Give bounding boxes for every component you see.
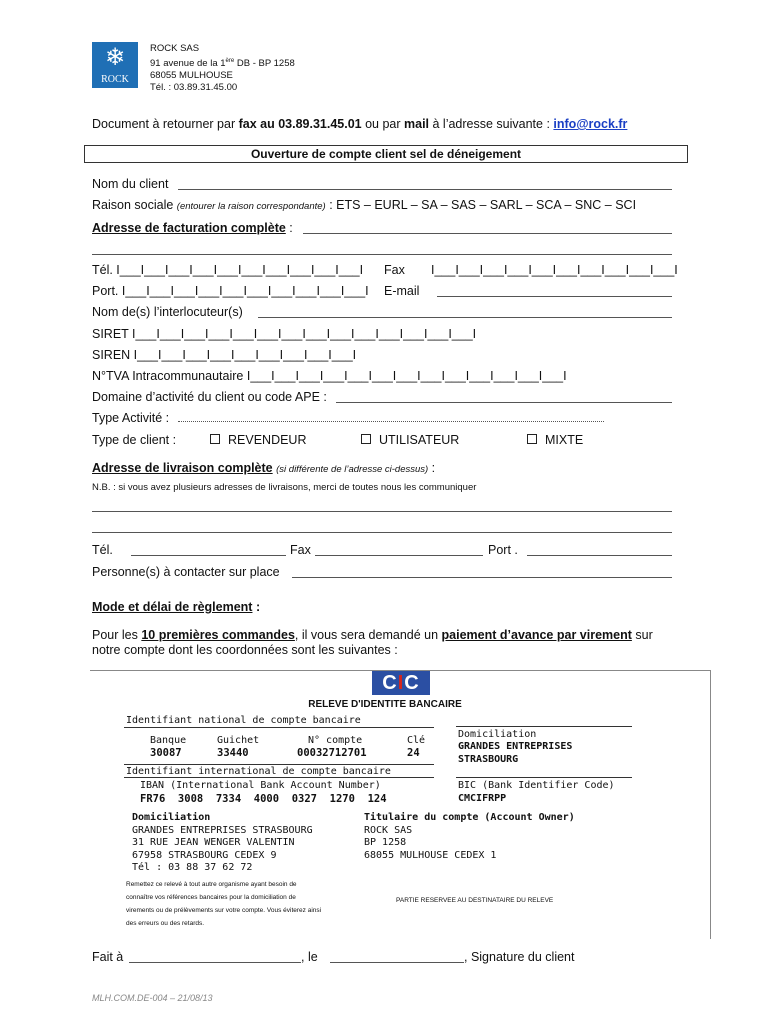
branch-code: 33440	[217, 747, 249, 759]
onsite-contact-label: Personne(s) à contacter sur place	[92, 565, 280, 579]
delivery-fax-field[interactable]	[315, 555, 483, 556]
email-link[interactable]: info@rock.fr	[553, 117, 628, 131]
document-code: MLH.COM.DE-004 – 21/08/13	[92, 993, 213, 1003]
company-logo	[92, 42, 138, 88]
account-key: 24	[407, 747, 420, 759]
tel-field[interactable]: Tél. I___I___I___I___I___I___I___I___I___I___I	[92, 263, 364, 277]
account-number-header: N° compte	[308, 735, 363, 746]
interlocutor-field[interactable]	[258, 317, 672, 318]
iban-value: FR76 3008 7334 4000 0327 1270 124	[140, 793, 387, 805]
iban-label: IBAN (International Bank Account Number)	[140, 780, 381, 791]
key-header: Clé	[407, 735, 426, 746]
payment-terms-text-2: notre compte dont les coordonnées sont les suivantes :	[92, 643, 398, 657]
checkbox-mixte[interactable]: MIXTE	[527, 433, 583, 447]
delivery-tel-label: Tél.	[92, 543, 113, 557]
activity-type-field[interactable]	[178, 421, 604, 422]
place-label: Fait à	[92, 950, 124, 964]
logo-text: ROCK	[101, 74, 129, 85]
client-name-field[interactable]	[178, 189, 672, 190]
domiciliation-label: Domiciliation	[458, 729, 537, 740]
company-address-block	[150, 43, 295, 94]
divider	[124, 727, 434, 728]
payment-terms-title: Mode et délai de règlement :	[92, 600, 261, 614]
delivery-address-label: Adresse de livraison complète (si différente de l’adresse ci-dessus) :	[92, 461, 436, 475]
bank-code: 30087	[150, 747, 182, 759]
divider	[456, 777, 632, 778]
siret-field[interactable]: SIRET I___I___I___I___I___I___I___I___I___I___I___I___I___I___I	[92, 327, 477, 341]
checkbox-revendeur[interactable]: REVENDEUR	[210, 433, 307, 447]
ape-label: Domaine d’activité du client ou code APE :	[92, 390, 327, 404]
company-name: ROCK SAS	[150, 43, 200, 54]
port-field[interactable]: Port. I___I___I___I___I___I___I___I___I___I___I	[92, 284, 369, 298]
international-id-label: Identifiant international de compte bancaire	[126, 766, 391, 777]
divider	[456, 726, 632, 727]
divider	[124, 764, 434, 765]
account-owner-block: Titulaire du compte (Account Owner) ROCK SAS BP 1258 68055 MULHOUSE CEDEX 1	[364, 812, 575, 861]
date-field[interactable]	[330, 962, 464, 963]
company-street: 91 avenue de la 1ère DB - BP 1258	[150, 58, 295, 70]
fax-label: Fax	[384, 263, 405, 277]
rib-notice: Remettez ce relevé à tout autre organisme ayant besoin de connaître vos références bancaires pour la domiciliation de virements ou de prélèvements sur votre compte. Vous éviterez ainsi des erreurs ou des retards.	[126, 881, 322, 927]
bank-code-header: Banque	[150, 735, 187, 746]
bank-logo: CIC	[372, 671, 430, 695]
delivery-note: N.B. : si vous avez plusieurs adresses de livraisons, merci de toutes nous les communiquer	[92, 482, 477, 493]
raison-sociale-row: Raison sociale (entourer la raison correspondante) : ETS – EURL – SA – SAS – SARL – SCA – SNC – SCI	[92, 198, 637, 212]
national-id-label: Identifiant national de compte bancaire	[126, 715, 361, 726]
billing-address-field-1[interactable]	[303, 233, 672, 234]
delivery-port-field[interactable]	[527, 555, 672, 556]
return-instructions: Document à retourner par fax au 03.89.31.45.01 ou par mail à l’adresse suivante : info@rock.fr	[92, 117, 628, 131]
bic-value: CMCIFRPP	[458, 793, 507, 804]
form-title: Ouverture de compte client sel de déneigement	[84, 145, 688, 163]
checkbox-icon	[210, 434, 220, 444]
bank-domiciliation-block: Domiciliation GRANDES ENTREPRISES STRASBOURG 31 RUE JEAN WENGER VALENTIN 67958 STRASBOURG CEDEX 9 Tél : 03 88 37 62 72	[132, 812, 313, 873]
delivery-tel-field[interactable]	[131, 555, 286, 556]
account-number: 00032712701	[297, 747, 367, 759]
client-type-label: Type de client :	[92, 433, 177, 447]
signature-label: , Signature du client	[464, 950, 575, 964]
branch-code-header: Guichet	[217, 735, 260, 746]
email-label: E-mail	[384, 284, 420, 298]
delivery-address-field-1[interactable]	[92, 511, 672, 512]
date-label: , le	[301, 950, 318, 964]
company-city: 68055 MULHOUSE	[150, 70, 233, 82]
fax-field[interactable]: I___I___I___I___I___I___I___I___I___I___I	[431, 263, 678, 277]
tva-field[interactable]: N°TVA Intracommunautaire I___I___I___I___I___I___I___I___I___I___I___I___I___I	[92, 369, 567, 383]
activity-type-label: Type Activité :	[92, 411, 170, 425]
checkbox-icon	[527, 434, 537, 444]
rib-title: RELEVE D'IDENTITE BANCAIRE	[308, 699, 462, 710]
domiciliation-line-2: STRASBOURG	[458, 754, 519, 765]
delivery-port-label: Port .	[488, 543, 518, 557]
email-field[interactable]	[437, 296, 672, 297]
checkbox-icon	[361, 434, 371, 444]
company-tel: Tél. : 03.89.31.45.00	[150, 82, 238, 94]
bic-label: BIC (Bank Identifier Code)	[458, 780, 615, 791]
interlocutor-label: Nom de(s) l’interlocuteur(s)	[92, 305, 243, 319]
billing-address-field-2[interactable]	[92, 254, 672, 255]
reserved-area-label: PARTIE RESERVEE AU DESTINATAIRE DU RELEVE	[396, 897, 554, 904]
client-name-label: Nom du client	[92, 177, 169, 191]
billing-address-label: Adresse de facturation complète :	[92, 221, 293, 235]
snowflake-icon: ❄	[104, 44, 126, 71]
delivery-address-field-2[interactable]	[92, 532, 672, 533]
domiciliation-line-1: GRANDES ENTREPRISES	[458, 741, 573, 752]
siren-field[interactable]: SIREN I___I___I___I___I___I___I___I___I___I	[92, 348, 357, 362]
divider	[124, 777, 434, 778]
payment-terms-text-1: Pour les 10 premières commandes, il vous sera demandé un paiement d’avance par virement sur	[92, 628, 653, 642]
checkbox-utilisateur[interactable]: UTILISATEUR	[361, 433, 459, 447]
place-field[interactable]	[129, 962, 301, 963]
onsite-contact-field[interactable]	[292, 577, 672, 578]
delivery-fax-label: Fax	[290, 543, 311, 557]
ape-field[interactable]	[336, 402, 672, 403]
